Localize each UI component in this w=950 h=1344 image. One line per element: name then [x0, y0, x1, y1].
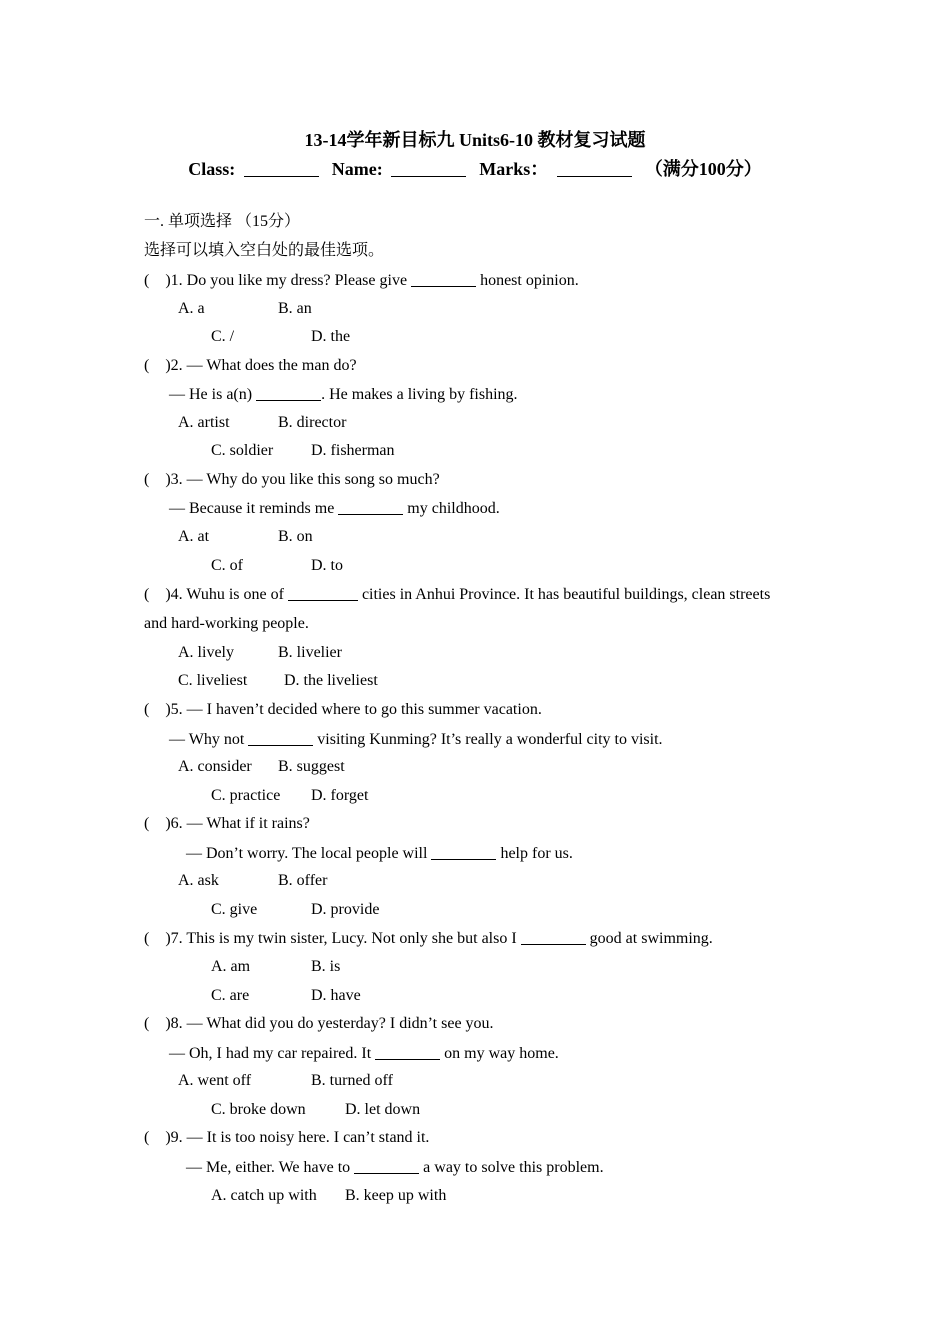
question-text: — He is a(n) [169, 386, 253, 403]
option-d: D. the liveliest [284, 672, 378, 689]
question-8-response [169, 1043, 559, 1064]
question-text: — Why not [169, 731, 245, 748]
answer-paren[interactable]: ( ) [144, 272, 171, 289]
option-c: C. broke down [211, 1101, 306, 1118]
answer-blank [411, 272, 476, 287]
answer-paren[interactable]: ( ) [144, 471, 171, 488]
option-b: B. on [278, 528, 313, 545]
option-d: D. fisherman [311, 442, 395, 459]
answer-blank [248, 731, 313, 746]
option-c: C. are [211, 987, 250, 1004]
question-text: Wuhu is one of [186, 586, 284, 603]
question-3-response [169, 498, 500, 519]
option-b: B. is [311, 958, 341, 975]
question-5: ( )5. — I haven’t decided where to go this summer vacation. [144, 701, 542, 718]
question-text: — I haven’t decided where to go this summer vacation. [186, 701, 542, 718]
question-text: — Me, either. We have to [186, 1159, 351, 1176]
option-d: D. forget [311, 787, 369, 804]
option-b: B. director [278, 414, 347, 431]
question-6-response [186, 843, 573, 864]
answer-blank [354, 1159, 419, 1174]
option-b: B. an [278, 300, 312, 317]
answer-paren[interactable]: ( ) [144, 815, 171, 832]
option-a: A. catch up with [211, 1187, 317, 1204]
question-text: This is my twin sister, Lucy. Not only she but also I [186, 930, 517, 947]
class-label: Class: [188, 159, 236, 179]
question-text: honest opinion. [480, 272, 579, 289]
answer-blank [256, 386, 321, 401]
answer-blank [288, 586, 358, 601]
option-a: A. artist [178, 414, 230, 431]
question-text: my childhood. [407, 500, 500, 517]
option-b: B. livelier [278, 644, 342, 661]
marks-label: Marks： [479, 159, 549, 179]
option-d: D. to [311, 557, 343, 574]
option-a: A. am [211, 958, 251, 975]
option-a: A. ask [178, 872, 219, 889]
question-text: on my way home. [444, 1045, 559, 1062]
option-a: A. consider [178, 758, 252, 775]
question-1: ( )1. Do you like my dress? Please give honest opinion. [144, 272, 579, 289]
question-number: 2 [170, 357, 179, 374]
question-number: 7 [170, 930, 179, 947]
question-number: 6 [170, 815, 179, 832]
total-score: （满分100分） [644, 159, 762, 179]
question-text: help for us. [500, 845, 573, 862]
answer-paren[interactable]: ( ) [144, 586, 171, 603]
answer-blank [431, 845, 496, 860]
question-number: 4 [170, 586, 179, 603]
answer-blank [521, 930, 586, 945]
question-text: — What if it rains? [186, 815, 310, 832]
question-number: 3 [170, 471, 179, 488]
answer-paren[interactable]: ( ) [144, 1129, 171, 1146]
class-blank[interactable] [244, 162, 319, 177]
question-9: ( )9. — It is too noisy here. I can’t stand it. [144, 1129, 430, 1146]
name-blank[interactable] [391, 162, 466, 177]
question-number: 5 [170, 701, 179, 718]
question-text: — It is too noisy here. I can’t stand it. [186, 1129, 430, 1146]
question-text: good at swimming. [589, 930, 713, 947]
option-c: C. of [211, 557, 243, 574]
question-text: — Why do you like this song so much? [186, 471, 440, 488]
page-title: 13-14学年新目标九 Units6-10 教材复习试题 [304, 130, 646, 150]
question-2-response [169, 384, 518, 405]
section-instruction: 选择可以填入空白处的最佳选项。 [144, 242, 385, 259]
question-text: a way to solve this problem. [423, 1159, 604, 1176]
option-a: A. a [178, 300, 205, 317]
answer-blank [338, 500, 403, 515]
option-c: C. liveliest [178, 672, 248, 689]
option-d: D. let down [345, 1101, 421, 1118]
answer-blank [375, 1045, 440, 1060]
question-9-response [186, 1157, 604, 1178]
question-2: ( )2. — What does the man do? [144, 357, 357, 374]
question-text: cities in Anhui Province. It has beautiful buildings, clean streets [361, 586, 771, 603]
answer-paren[interactable]: ( ) [144, 357, 171, 374]
option-d: D. provide [311, 901, 380, 918]
question-text: — Don’t worry. The local people will [186, 845, 428, 862]
question-text: — Because it reminds me [169, 500, 335, 517]
student-info-line [0, 155, 950, 181]
question-4: ( )4. Wuhu is one of cities in Anhui Province. It has beautiful buildings, clean streets [144, 586, 771, 603]
question-number: 9 [170, 1129, 179, 1146]
option-a: A. went off [178, 1072, 252, 1089]
answer-paren[interactable]: ( ) [144, 701, 171, 718]
option-d: D. the [311, 328, 351, 345]
option-b: B. suggest [278, 758, 345, 775]
question-8: ( )8. — What did you do yesterday? I didn’t see you. [144, 1015, 494, 1032]
section-heading: 一. 单项选择 （15分） [144, 213, 301, 230]
question-3: ( )3. — Why do you like this song so much? [144, 471, 440, 488]
question-number: 8 [170, 1015, 179, 1032]
option-c: C. soldier [211, 442, 274, 459]
question-5-response [169, 729, 663, 750]
option-c: C. / [211, 328, 235, 345]
option-c: C. give [211, 901, 258, 918]
name-label: Name: [331, 159, 383, 179]
question-7: ( )7. This is my twin sister, Lucy. Not only she but also I good at swimming. [144, 930, 713, 947]
answer-paren[interactable]: ( ) [144, 1015, 171, 1032]
option-a: A. at [178, 528, 210, 545]
option-b: B. turned off [311, 1072, 393, 1089]
option-d: D. have [311, 987, 361, 1004]
question-text: . He makes a living by fishing. [321, 386, 518, 403]
question-text: — What did you do yesterday? I didn’t see you. [186, 1015, 494, 1032]
question-number: 1 [170, 272, 179, 289]
option-b: B. keep up with [345, 1187, 447, 1204]
question-text: — What does the man do? [186, 357, 357, 374]
question-6: ( )6. — What if it rains? [144, 815, 310, 832]
answer-paren[interactable]: ( ) [144, 930, 171, 947]
question-4-continued: and hard-working people. [144, 615, 309, 632]
marks-blank[interactable] [557, 162, 632, 177]
option-b: B. offer [278, 872, 328, 889]
option-c: C. practice [211, 787, 281, 804]
question-text: — Oh, I had my car repaired. It [169, 1045, 372, 1062]
option-a: A. lively [178, 644, 234, 661]
question-text: Do you like my dress? Please give [186, 272, 408, 289]
question-text: visiting Kunming? It’s really a wonderful city to visit. [317, 731, 663, 748]
